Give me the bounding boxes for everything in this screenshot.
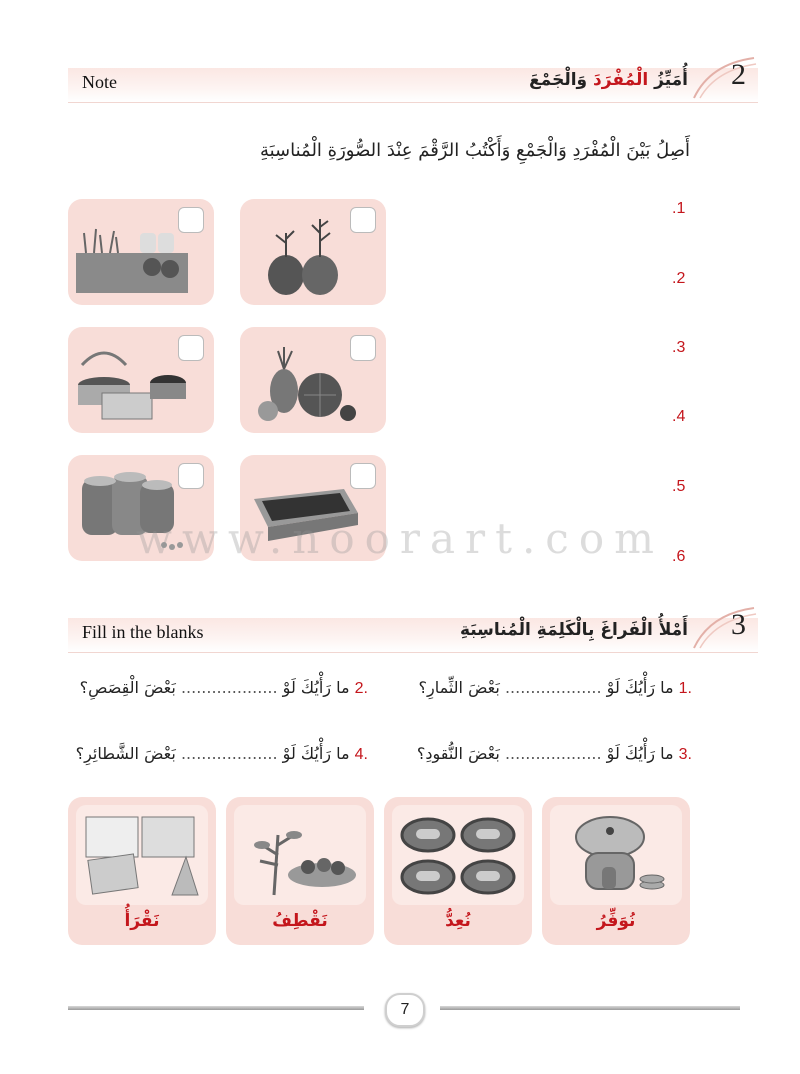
word-card-read[interactable] (68, 797, 216, 945)
fill-sentence (80, 678, 368, 698)
books-icon (76, 805, 208, 905)
fill-sentence (418, 678, 692, 698)
section-2-header (68, 58, 758, 103)
piggy-bank-icon (550, 805, 682, 905)
sentence-end: بَعْضَ النُّقودِ؟ (416, 744, 500, 763)
sentence-start: ما رَأْيُكَ لَوْ (606, 678, 674, 697)
watermark: www.noorart.com (136, 514, 664, 563)
picture-card-plants-field[interactable] (68, 199, 214, 305)
title-part: وَ (576, 70, 594, 90)
fill-sentence (76, 744, 368, 764)
section-swoosh-icon (690, 54, 758, 100)
section-2-title (529, 70, 688, 90)
section-3-header (68, 608, 758, 653)
baskets-icon (76, 341, 188, 425)
page-number: 7 (385, 993, 425, 1027)
sentence-start: ما رَأْيُكَ لَوْ (282, 678, 350, 697)
plants-field-icon (76, 213, 188, 297)
card-image (392, 805, 524, 905)
sentence-start: ما رَأْيُكَ لَوْ (606, 744, 674, 763)
footer-line-right (440, 1006, 740, 1010)
section-2-instruction: أَصِلُ بَيْنَ الْمُفْرَدِ وَالْجَمْعِ وَأَكْتُبُ الرَّقْمَ عِنْدَ الصُّورَةِ الْمُناسِبَةِ (259, 140, 690, 161)
sentence-start: ما رَأْيُكَ لَوْ (282, 744, 350, 763)
title-part-red: الْمُفْرَدَ (593, 70, 649, 90)
seed-pots-icon (248, 213, 360, 297)
picture-card-fruit-pile[interactable] (240, 327, 386, 433)
title-part: الْجَمْعَ (529, 70, 577, 90)
sentence-end: بَعْضَ الْقِصَصِ؟ (79, 678, 176, 697)
picture-card-baskets[interactable] (68, 327, 214, 433)
picture-card-seed-pots[interactable] (240, 199, 386, 305)
row-number: .6 (672, 548, 686, 565)
word-label: نَقْطِفُ (272, 911, 328, 931)
sentence-number: .4 (354, 746, 368, 763)
section-2-number: 2 (731, 58, 746, 91)
sandwiches-icon (392, 805, 524, 905)
card-image (76, 805, 208, 905)
section-3-note: Fill in the blanks (82, 622, 204, 642)
sentence-number: .3 (678, 746, 692, 763)
word-card-save[interactable] (542, 797, 690, 945)
card-image (234, 805, 366, 905)
blank-field[interactable]: ................... (180, 678, 278, 697)
row-number: .1 (672, 200, 686, 217)
section-2-note: Note (82, 72, 117, 92)
section-3-number: 3 (731, 608, 746, 641)
card-image (550, 805, 682, 905)
word-label: نُوَفِّرُ (596, 911, 636, 931)
sentence-number: .2 (354, 680, 368, 697)
title-part: أُمَيِّزُ (648, 70, 688, 90)
sentence-number: .1 (678, 680, 692, 697)
row-number: .3 (672, 339, 686, 356)
picking-fruit-icon (234, 805, 366, 905)
fill-sentence (417, 744, 692, 764)
word-card-prepare[interactable] (384, 797, 532, 945)
row-number: .5 (672, 478, 686, 495)
soil-trough-icon (248, 469, 360, 553)
word-label: نُعِدُّ (445, 911, 471, 931)
section-3-title: أَمْلأُ الْفَراغَ بِالْكَلِمَةِ الْمُناسِبَةِ (459, 620, 688, 640)
sentence-end: بَعْضَ الشَّطائِرِ؟ (75, 744, 176, 763)
row-number: .4 (672, 408, 686, 425)
picture-card-soil-trough[interactable] (240, 455, 386, 561)
blank-field[interactable]: ................... (504, 678, 602, 697)
footer-line-left (68, 1006, 364, 1010)
picture-card-seed-sacks[interactable] (68, 455, 214, 561)
sentence-end: بَعْضَ الثِّمارِ؟ (418, 678, 500, 697)
blank-field[interactable]: ................... (180, 744, 278, 763)
fruit-pile-icon (248, 341, 360, 425)
word-card-pick[interactable] (226, 797, 374, 945)
row-number: .2 (672, 270, 686, 287)
word-label: نَقْرَأُ (124, 911, 160, 931)
seed-sacks-icon (76, 469, 188, 553)
section-swoosh-icon (690, 604, 758, 650)
blank-field[interactable]: ................... (504, 744, 602, 763)
